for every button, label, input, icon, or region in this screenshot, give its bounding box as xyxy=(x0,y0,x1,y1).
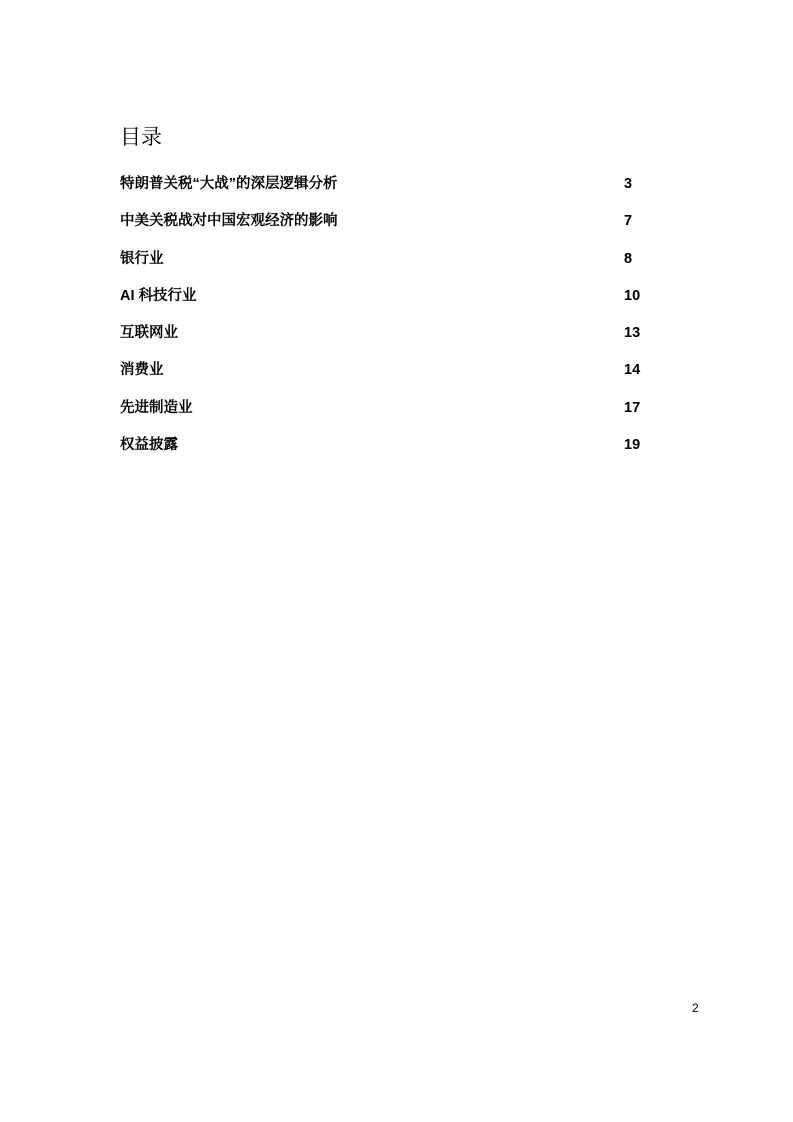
toc-entry-page-number: 19 xyxy=(624,437,641,454)
toc-entry-page-number: 3 xyxy=(624,176,633,192)
toc-entry-title: 银行业 xyxy=(120,250,164,267)
toc-entry[interactable] xyxy=(120,322,660,359)
toc-entry-title: 互联网业 xyxy=(120,325,178,342)
toc-entry-title: AI 科技行业 xyxy=(120,287,197,304)
toc-entry[interactable] xyxy=(120,285,660,322)
toc-entry[interactable] xyxy=(120,434,660,471)
toc-entry-title: 消费业 xyxy=(120,362,164,379)
table-of-contents xyxy=(120,173,660,471)
toc-entry-page-number: 17 xyxy=(624,399,641,416)
toc-entry[interactable] xyxy=(120,248,660,285)
toc-entry-page-number: 14 xyxy=(624,362,641,379)
page-number: 2 xyxy=(692,1001,699,1015)
toc-entry-title: 权益披露 xyxy=(120,437,178,454)
toc-entry[interactable] xyxy=(120,397,660,434)
toc-entry[interactable] xyxy=(120,359,660,396)
toc-entry-page-number: 10 xyxy=(624,287,641,304)
toc-entry-page-number: 8 xyxy=(624,250,633,267)
toc-entry-page-number: 7 xyxy=(624,213,633,230)
toc-heading: 目录 xyxy=(120,126,162,149)
toc-entry-title: 特朗普关税“大战”的深层逻辑分析 xyxy=(120,176,338,192)
toc-entry-title: 中美关税战对中国宏观经济的影响 xyxy=(120,213,338,230)
toc-entry[interactable] xyxy=(120,173,660,210)
toc-entry-title: 先进制造业 xyxy=(120,399,193,416)
toc-entry-page-number: 13 xyxy=(624,325,641,342)
toc-entry[interactable] xyxy=(120,210,660,247)
